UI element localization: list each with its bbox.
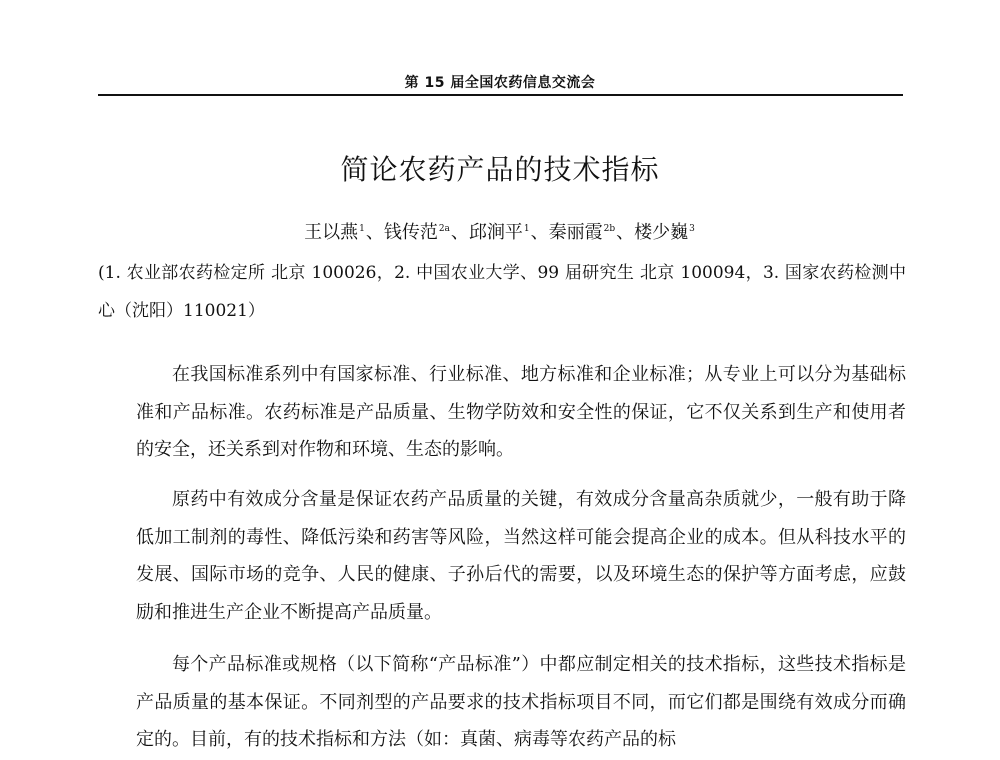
author-affiliation-mark: 2a xyxy=(438,224,450,234)
author-affiliation-mark: 1 xyxy=(359,224,365,234)
author-separator: 、 xyxy=(365,222,384,243)
author-separator: 、 xyxy=(450,222,469,243)
author-affiliation-mark: 2b xyxy=(603,224,616,234)
running-header: 第 15 届全国农药信息交流会 xyxy=(404,75,596,91)
affiliation-block: (1. 农业部农药检定所 北京 100026，2. 中国农业大学、99 届研究生 北京 100094，3. 国家农药检测中心（沈阳）110021） xyxy=(98,263,906,321)
author-affiliation-mark: 3 xyxy=(689,224,695,234)
author-separator: 、 xyxy=(530,222,549,243)
body-paragraph: 每个产品标准或规格（以下简称“产品标准”）中都应制定相关的技术指标，这些技术指标是产品质量的基本保证。不同剂型的产品要求的技术指标项目不同，而它们都是围绕有效成分而确定的。目前，有的技术指标和方法（如：真菌、病毒等农药产品的标 xyxy=(136,654,906,750)
author-affiliation-mark: 1 xyxy=(523,224,530,234)
author-name: 钱传范 xyxy=(383,222,438,243)
author-name: 王以燕 xyxy=(304,222,359,243)
paper-title: 简论农药产品的技术指标 xyxy=(340,153,660,186)
author-name: 楼少巍 xyxy=(634,222,689,243)
header-rule xyxy=(98,94,903,96)
author-separator: 、 xyxy=(616,222,635,243)
author-name: 秦丽霞 xyxy=(548,222,603,243)
body-paragraph: 在我国标准系列中有国家标准、行业标准、地方标准和企业标准；从专业上可以分为基础标准和产品标准。农药标准是产品质量、生物学防效和安全性的保证，它不仅关系到生产和使用者的安全，还关系到对作物和环境、生态的影响。 xyxy=(136,364,906,460)
author-name: 邱涧平 xyxy=(468,222,523,243)
body-paragraph: 原药中有效成分含量是保证农药产品质量的关键，有效成分含量高杂质就少，一般有助于降低加工制剂的毒性、降低污染和药害等风险，当然这样可能会提高企业的成本。但从科技水平的发展、国际市场的竞争、人民的健康、子孙后代的需要，以及环境生态的保护等方面考虑，应鼓励和推进生产企业不断提高产品质量。 xyxy=(136,489,906,623)
author-list xyxy=(0,218,1000,244)
